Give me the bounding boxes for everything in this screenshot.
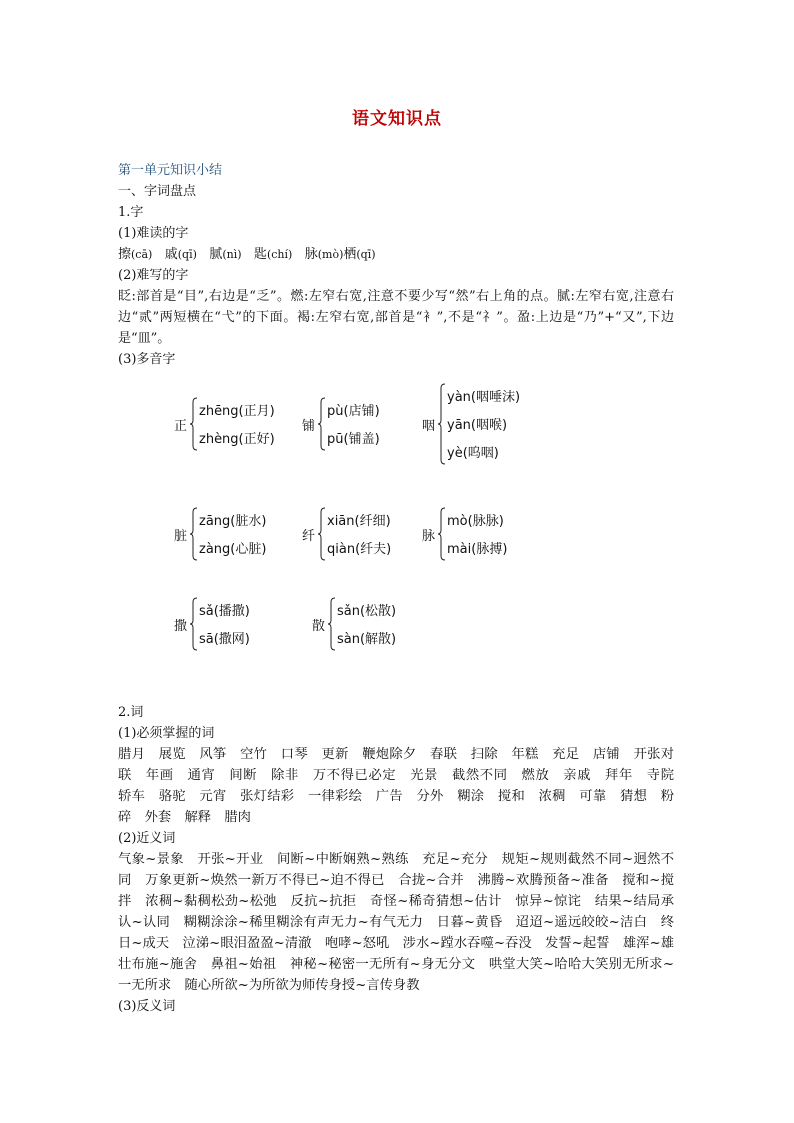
polyphone-group [422,382,532,466]
polyphone-reading: mài(脉搏) [447,542,508,557]
polyphone-reading: qiàn(纤夫) [327,542,392,557]
brace-icon [317,396,327,452]
polyphone-reading: pū(铺盖) [327,432,380,447]
polyphone-group [302,396,412,452]
polyphone-reading: sā(撒网) [199,632,250,647]
section-top [118,160,678,370]
polyphone-reading: yè(呜咽) [447,446,499,461]
item-heading: (2)难写的字 [118,268,189,283]
polyphone-reading: yàn(咽唾沫) [447,390,521,405]
polyphone-reading: pù(店铺) [327,404,380,419]
polyphone-reading: sàn(解散) [337,632,397,647]
unit-heading: 第一单元知识小结 [118,163,223,178]
subsection-heading: 2.词 [118,705,144,720]
polyphone-char: 纤 [302,529,316,544]
polyphone-char: 撒 [174,619,188,634]
page-title: 语文知识点 [352,109,442,129]
polyphone-group [174,596,284,652]
brace-icon [327,596,337,652]
brace-icon [189,506,199,562]
brace-icon [189,596,199,652]
hard-write-text: 眨:部首是“目”,右边是“乏”。燃:左窄右宽,注意不要少写“然”右上角的点。腻:左窄右宽,注意右边“贰”两短横在“弋”的下面。褐:左窄右宽,部首是“衤”,不是“礻”。盈:上边是“乃”+“又”,下边是“皿”。 [118,289,674,346]
brace-icon [189,396,199,452]
polyphone-reading: zhēng(正月) [199,404,275,419]
polyphone-reading: zāng(脏水) [199,514,267,529]
subsection-heading: 1.字 [118,205,144,220]
polyphone-char: 咽 [422,419,436,434]
polyphone-group [312,596,422,652]
polyphone-group [174,396,284,452]
polyphone-reading: xiān(纤细) [327,514,391,529]
polyphone-group [422,506,532,562]
polyphone-reading: yān(咽喉) [447,418,508,433]
section-words [118,702,688,1017]
section-heading: 一、字词盘点 [118,184,197,199]
polyphone-reading: mò(脉脉) [447,514,504,529]
polyphone-group [302,506,412,562]
polyphone-reading: zàng(心脏) [199,542,267,557]
item-heading: (2)近义词 [118,831,176,846]
polyphone-reading: zhèng(正好) [199,432,275,447]
polyphone-reading: sǎn(松散) [337,604,397,619]
brace-icon [317,506,327,562]
brace-icon [437,382,447,466]
polyphone-char: 散 [312,619,326,634]
hard-read-list: 擦(cā) 戚(qī) 腻(nì) 匙(chí) 脉(mò)栖(qī) [118,247,376,262]
item-heading: (1)难读的字 [118,226,189,241]
polyphone-char: 正 [174,419,188,434]
mastery-words: 腊月 展览 风筝 空竹 口琴 更新 鞭炮除夕 春联 扫除 年糕 充足 店铺 开张对联 年画 通宵 间断 除非 万不得已必定 光景 截然不同 燃放 亲戚 拜年 寺院 轿车 骆驼 元宵 张灯结彩 一律彩绘 广告 分外 糊涂 搅和 浓稠 可靠 猜想 粉碎 外套 解释 腊肉 [118,747,688,825]
item-heading: (1)必须掌握的词 [118,726,215,741]
synonym-list: 气象~景象 开张~开业 间断~中断娴熟~熟练 充足~充分 规矩~规则截然不同~迥然不同 万象更新~焕然一新万不得已~迫不得已 合拢~合并 沸腾~欢腾预备~准备 搅和~搅拌 浓稠~黏稠松劲~松弛 反抗~抗拒 奇怪~稀奇猜想~估计 惊异~惊诧 结果~结局承认~认同 糊糊涂涂~稀里糊涂有声无力~有气无力 日暮~黄昏 迢迢~遥远皎皎~洁白 终日~成天 泣涕~眼泪盈盈~清澈 咆哮~怒吼 涉水~蹚水吞噬~吞没 发誓~起誓 雄浑~雄壮布施~施舍 鼻祖~始祖 神秘~秘密一无所有~身无分文 哄堂大笑~哈哈大笑别无所求~一无所求 随心所欲~为所欲为师传身授~言传身教 [118,852,674,993]
polyphone-reading: sǎ(播撒) [199,604,250,619]
brace-icon [437,506,447,562]
polyphone-group [174,506,284,562]
item-heading: (3)多音字 [118,352,176,367]
polyphone-char: 脏 [174,529,188,544]
item-heading: (3)反义词 [118,999,176,1014]
polyphone-char: 脉 [422,529,436,544]
polyphone-char: 铺 [302,419,316,434]
